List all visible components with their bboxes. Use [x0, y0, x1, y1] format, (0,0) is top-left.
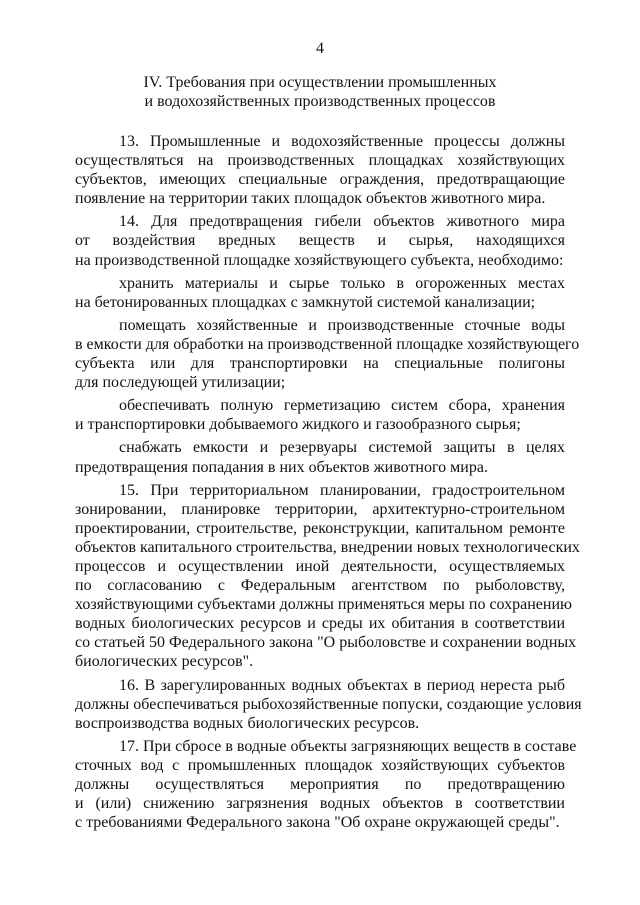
- paragraph-p17: [75, 737, 577, 832]
- paragraph-line: сточных вод с промышленных площадок хозяйствующих субъектов: [75, 756, 565, 774]
- paragraph-p13: [75, 132, 565, 208]
- paragraph-line: снабжать емкости и резервуары системой защиты в целях: [119, 439, 565, 457]
- document-body: [75, 132, 582, 836]
- paragraph-line: с требованиями Федерального закона "Об охране окружающей среды".: [75, 814, 560, 832]
- paragraph-p15: [75, 481, 580, 672]
- paragraph-line: помещать хозяйственные и производственные сточные воды: [119, 316, 565, 334]
- paragraph-line: 17. При сбросе в водные объекты загрязняющих веществ в составе: [119, 737, 577, 755]
- paragraph-line: субъекта или для транспортировки на специальные полигоны: [75, 355, 565, 373]
- paragraph-line: 15. При территориальном планировании, градостроительном: [119, 481, 565, 499]
- paragraph-line: объектов капитального строительства, внедрении новых технологических: [75, 538, 580, 556]
- paragraph-line: осуществляться на производственных площадках хозяйствующих: [75, 152, 565, 170]
- paragraph-p14b: [75, 316, 580, 392]
- paragraph-p14c: [75, 396, 565, 434]
- paragraph-p14: [75, 212, 565, 269]
- paragraph-line: появление на территории таких площадок объектов животного мира.: [75, 190, 546, 208]
- paragraph-line: на производственной площадке хозяйствующего субъекта, необходимо:: [75, 251, 564, 269]
- paragraph-line: со статьей 50 Федерального закона "О рыболовстве и сохранении водных: [75, 634, 577, 652]
- paragraph-line: для последующей утилизации;: [75, 374, 286, 392]
- section-heading-line: и водохозяйственных производственных процессов: [144, 93, 496, 110]
- paragraph-line: предотвращения попадания в них объектов животного мира.: [75, 458, 488, 476]
- paragraph-line: 16. В зарегулированных водных объектах в период нереста рыб: [119, 676, 565, 694]
- paragraph-line: 14. Для предотвращения гибели объектов животного мира: [119, 213, 565, 231]
- paragraph-line: по согласованию с Федеральным агентством по рыболовству,: [75, 577, 565, 595]
- section-heading-line: IV. Требования при осуществлении промышленных: [143, 74, 497, 91]
- paragraph-line: и транспортировки добываемого жидкого и газообразного сырья;: [75, 416, 521, 434]
- paragraph-p14a: [75, 274, 565, 312]
- section-heading: [0, 73, 640, 111]
- page-number: 4: [316, 40, 324, 57]
- paragraph-line: в емкости для обработки на производственной площадке хозяйствующего: [75, 335, 580, 353]
- paragraph-line: водных биологических ресурсов и среды их обитания в соответствии: [75, 615, 565, 633]
- paragraph-line: процессов и осуществлении иной деятельности, осуществляемых: [75, 557, 565, 575]
- paragraph-line: воспроизводства водных биологических ресурсов.: [75, 714, 420, 732]
- paragraph-line: и (или) снижению загрязнения водных объектов в соответствии: [75, 795, 565, 813]
- paragraph-line: должны осуществляться мероприятия по предотвращению: [75, 776, 565, 793]
- paragraph-line: обеспечивать полную герметизацию систем сбора, хранения: [119, 397, 565, 415]
- paragraph-line: субъектов, имеющих специальные ограждения, предотвращающие: [75, 171, 565, 189]
- paragraph-line: зонировании, планировке территории, архитектурно-строительном: [75, 500, 565, 518]
- paragraph-p16: [75, 676, 582, 733]
- paragraph-line: должны обеспечиваться рыбохозяйственные попуски, создающие условия: [75, 695, 582, 713]
- paragraph-line: на бетонированных площадках с замкнутой системой канализации;: [75, 293, 536, 311]
- paragraph-line: от воздействия вредных веществ и сырья, находящихся: [75, 232, 565, 250]
- paragraph-line: проектировании, строительстве, реконструкции, капитальном ремонте: [75, 519, 565, 537]
- paragraph-line: 13. Промышленные и водохозяйственные процессы должны: [119, 133, 565, 150]
- paragraph-line: биологических ресурсов".: [75, 653, 254, 671]
- paragraph-line: хозяйствующими субъектами должны применяться меры по сохранению: [75, 596, 572, 614]
- paragraph-p14d: [75, 438, 565, 476]
- paragraph-line: хранить материалы и сырье только в огороженных местах: [119, 274, 565, 292]
